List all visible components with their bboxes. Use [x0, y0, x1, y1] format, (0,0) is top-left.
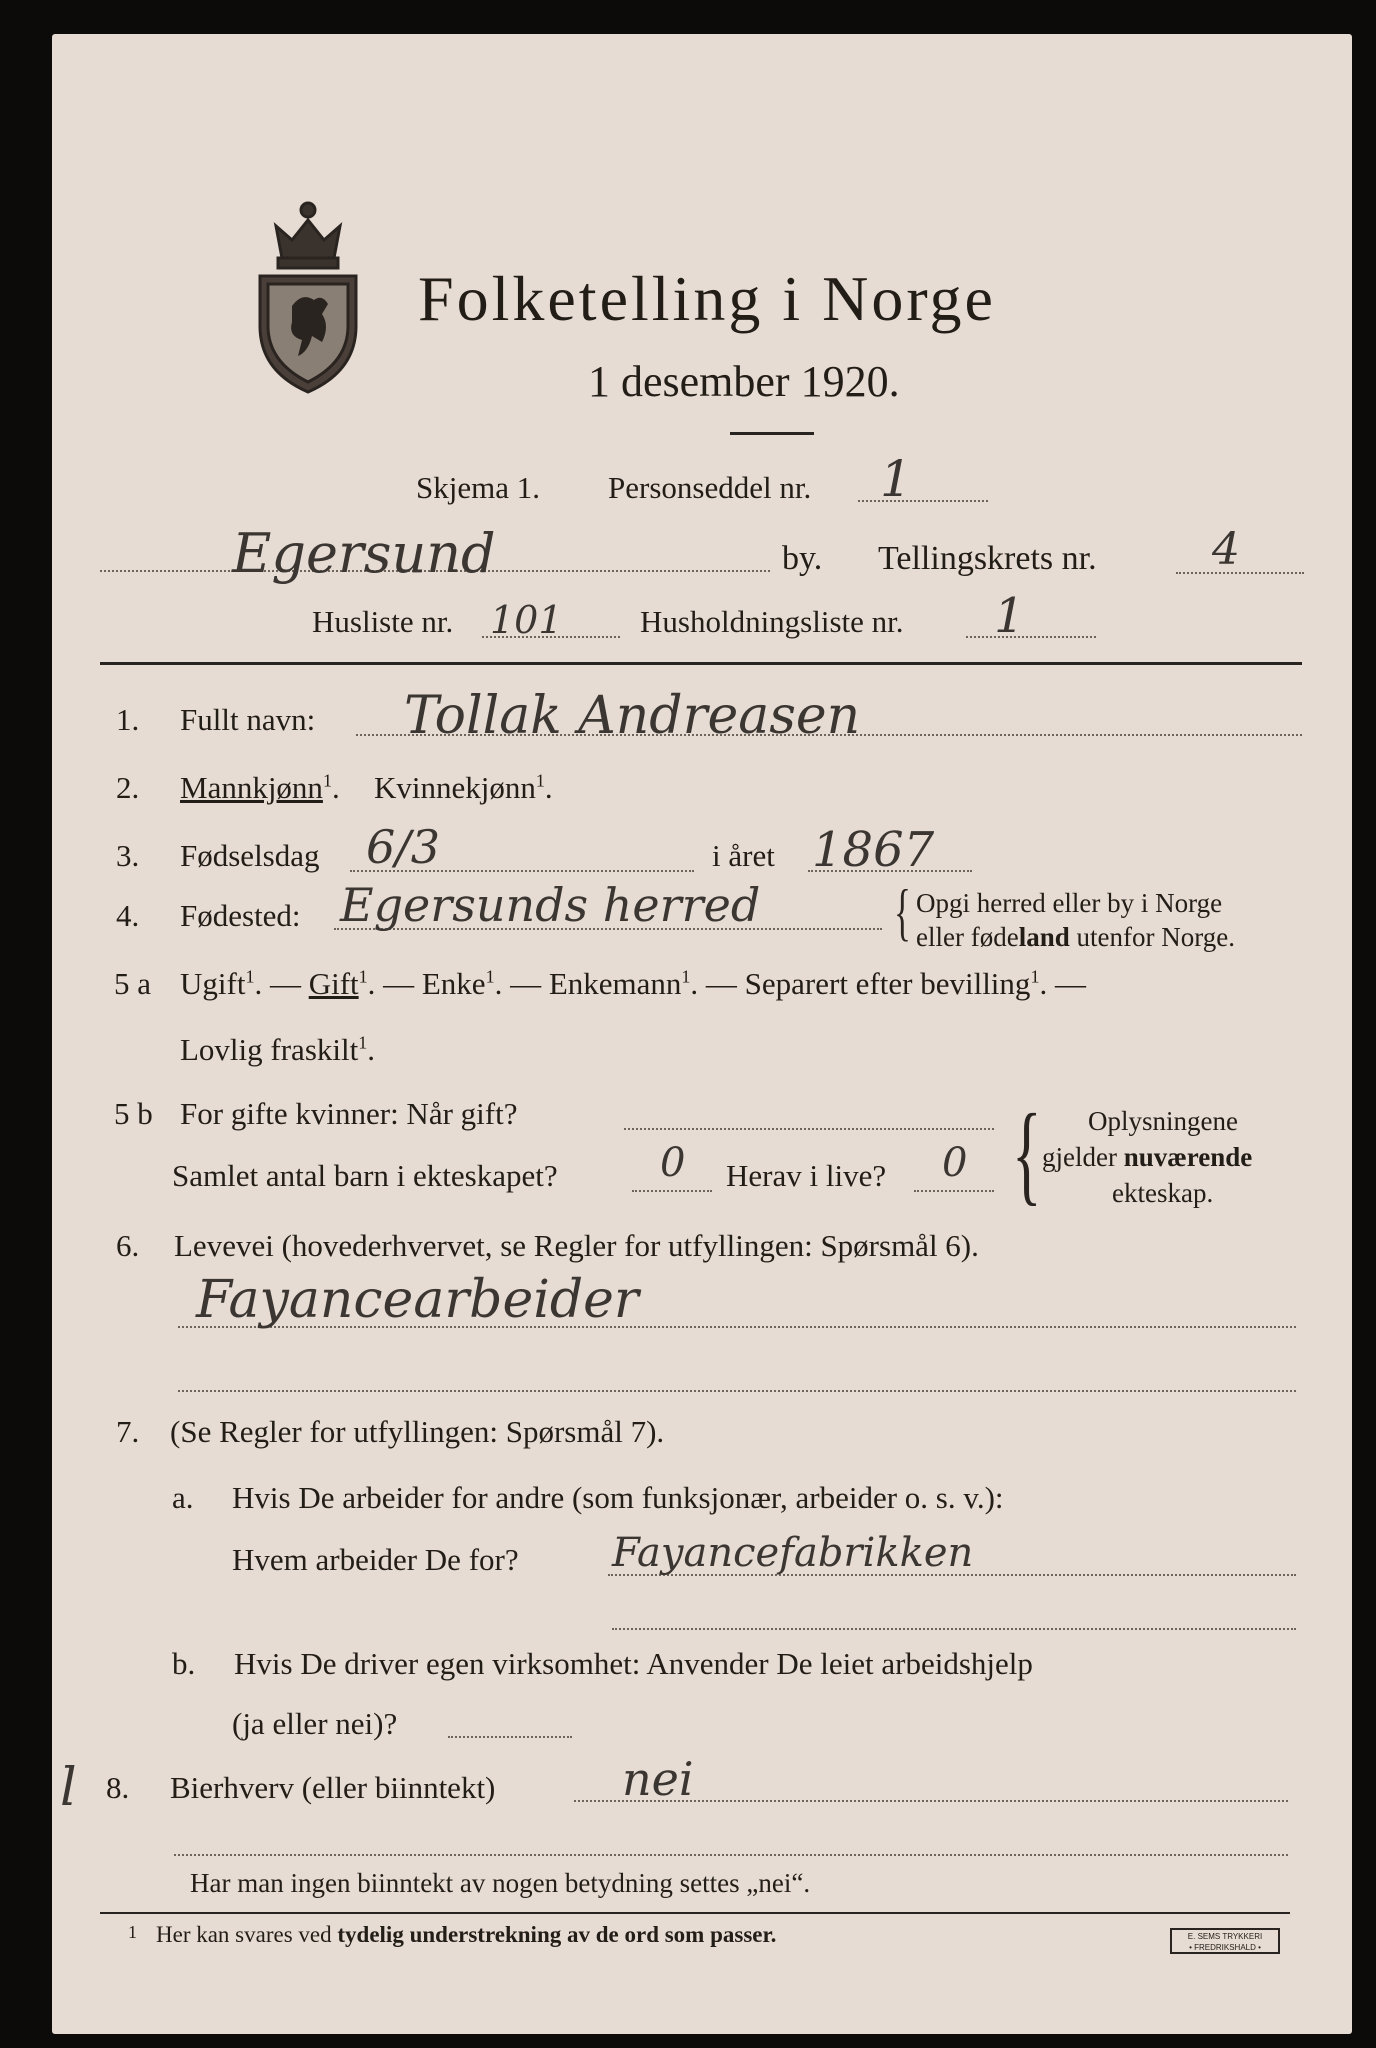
q5a-separert-sup: 1: [1030, 966, 1040, 987]
q5b-alive-label: Herav i live?: [726, 1158, 887, 1193]
personseddel-label: Personseddel nr.: [608, 470, 812, 505]
personseddel-line: [858, 500, 988, 502]
husliste-label: Husliste nr.: [312, 604, 454, 639]
title-divider: [730, 432, 814, 435]
q4-note-line2: [916, 922, 1235, 953]
q7b-line: [448, 1736, 572, 1738]
husliste-value[interactable]: 101: [490, 598, 563, 642]
q2-female-sup: 1: [535, 770, 545, 791]
q6-line-2: [178, 1390, 1296, 1392]
footnote-text-a: Her kan svares ved: [156, 1922, 338, 1947]
q7b-question: (ja eller nei)?: [232, 1706, 398, 1741]
husholdning-label: Husholdningsliste nr.: [640, 604, 904, 639]
q3-birth-year[interactable]: 1867: [812, 822, 935, 878]
q2-number: 2.: [116, 770, 140, 805]
printer-mark-line1: E. SEMS TRYKKERI: [1187, 1932, 1263, 1941]
q5a-separert[interactable]: Separert efter bevilling$^1$.: [744, 966, 1048, 1001]
q5b-married-when-line: [624, 1128, 994, 1130]
q5b-note-2a: gjelder: [1042, 1142, 1124, 1172]
footnote-number: 1: [128, 1922, 137, 1942]
q7-number: 7.: [116, 1414, 140, 1449]
tellingskrets-label: Tellingskrets nr.: [878, 540, 1097, 577]
q5a-ugift[interactable]: Ugift$^1$.: [180, 966, 263, 1001]
footnote-divider: [100, 1912, 1290, 1914]
q5b-note-line3: ekteskap.: [1112, 1178, 1214, 1208]
q5a-enkemann-label: Enkemann: [548, 966, 682, 1001]
q5a-lovlig-label: Lovlig fraskilt: [180, 1032, 359, 1067]
tellingskrets-line: [1176, 572, 1304, 574]
q8-side-income[interactable]: nei: [622, 1752, 694, 1806]
q2-female-end: .: [544, 770, 553, 805]
q4-note-line1: Opgi herred eller by i Norge: [916, 888, 1223, 918]
q4-note-2c: utenfor Norge.: [1069, 922, 1235, 952]
q4-note-2a: eller føde: [916, 922, 1019, 952]
q5a-ugift-sup: 1: [245, 966, 255, 987]
by-value[interactable]: Egersund: [232, 522, 496, 585]
q5b-alive-value[interactable]: 0: [942, 1140, 968, 1186]
q6-number: 6.: [116, 1228, 140, 1263]
q8-line-2: [174, 1854, 1288, 1856]
q2-female-label: Kvinnekjønn: [374, 770, 536, 805]
q5b-number: 5 b: [114, 1096, 153, 1131]
q3-number: 3.: [116, 838, 140, 873]
q2-option-male[interactable]: [180, 770, 340, 806]
q7-label: (Se Regler for utfyllingen: Spørsmål 7).: [170, 1414, 665, 1449]
q5b-children-value[interactable]: 0: [660, 1140, 686, 1186]
q5b-married-when-label: For gifte kvinner: Når gift?: [180, 1096, 518, 1131]
q8-margin-mark: l: [60, 1758, 77, 1818]
q5a-number: 5 a: [114, 966, 152, 1001]
personseddel-value[interactable]: 1: [880, 450, 912, 508]
q5a-enkemann-sup: 1: [681, 966, 691, 987]
q4-number: 4.: [116, 898, 140, 933]
q5a-dash-4: —: [705, 966, 737, 1001]
q5a-enke[interactable]: Enke$^1$.: [421, 966, 503, 1001]
footnote-text-b: tydelig understrekning av de ord som passer.: [337, 1922, 777, 1947]
header-divider: [100, 662, 1302, 665]
form-date: 1 desember 1920.: [588, 357, 900, 406]
by-label: by.: [782, 540, 823, 577]
q5a-options: [180, 966, 1086, 1002]
schema-label: Skjema 1.: [416, 470, 540, 505]
q7a-line-2: [612, 1628, 1296, 1630]
printer-mark-line2: • FREDRIKSHALD •: [1189, 1943, 1261, 1952]
q5b-note-line2: [1042, 1142, 1252, 1173]
q3-label: Fødselsdag: [180, 838, 320, 873]
q5a-dash-3: —: [510, 966, 542, 1001]
q8-note: Har man ingen biinntekt av nogen betydning settes „nei“.: [190, 1868, 811, 1898]
q8-label: Bierhverv (eller biinntekt): [170, 1770, 496, 1805]
q5a-separert-label: Separert efter bevilling: [744, 966, 1031, 1001]
q5a-lovlig-sup: 1: [358, 1032, 368, 1053]
q5a-ugift-label: Ugift: [180, 966, 246, 1001]
q7a-question: Hvem arbeider De for?: [232, 1542, 519, 1577]
q7b-text: Hvis De driver egen virksomhet: Anvender De leiet arbeidshjelp: [234, 1646, 1033, 1681]
q6-label: Levevei (hovederhvervet, se Regler for utfyllingen: Spørsmål 6).: [174, 1228, 979, 1263]
q7a-letter: a.: [172, 1480, 194, 1515]
q1-label: Fullt navn:: [180, 702, 316, 737]
q7a-text: Hvis De arbeider for andre (som funksjonær, arbeider o. s. v.):: [232, 1480, 1004, 1515]
q5a-gift[interactable]: Gift$^1$.: [308, 966, 376, 1001]
form-title: Folketelling i Norge: [418, 263, 996, 334]
q5b-note-brace: {: [1012, 1092, 1042, 1216]
q5a-enke-sup: 1: [485, 966, 495, 987]
q5b-children-label: Samlet antal barn i ekteskapet?: [172, 1158, 558, 1193]
q5a-dash-1: —: [269, 966, 301, 1001]
q4-birthplace[interactable]: Egersunds herred: [340, 878, 761, 932]
q2-male-sup: 1: [322, 770, 332, 791]
printer-mark: [1170, 1928, 1280, 1954]
q3-birth-day[interactable]: 6/3: [366, 820, 441, 874]
q4-label: Fødested:: [180, 898, 301, 933]
q5a-dash-5: —: [1054, 966, 1086, 1001]
husholdning-line: [966, 636, 1096, 638]
q1-number: 1.: [116, 702, 140, 737]
q5a-dash-2: —: [383, 966, 415, 1001]
q3-year-label: i året: [712, 838, 775, 873]
q5a-enkemann[interactable]: Enkemann$^1$.: [548, 966, 699, 1001]
q5b-alive-line: [914, 1190, 994, 1192]
q4-note-2b: land: [1018, 922, 1070, 952]
q5a-gift-sup: 1: [358, 966, 368, 987]
q7b-letter: b.: [172, 1646, 196, 1681]
norwegian-coat-of-arms-icon: [252, 196, 364, 394]
q5a-lovlig[interactable]: Lovlig fraskilt$^1$.: [180, 1032, 375, 1067]
q6-occupation[interactable]: Fayancearbeider: [196, 1270, 639, 1330]
q5a-gift-label: Gift: [308, 966, 359, 1001]
q5b-children-line: [632, 1190, 712, 1192]
q7a-employer[interactable]: Fayancefabrikken: [612, 1530, 974, 1576]
husholdning-value[interactable]: 1: [994, 588, 1025, 644]
q2-option-female[interactable]: [374, 770, 553, 806]
q8-number: 8.: [106, 1770, 130, 1805]
q1-full-name[interactable]: Tollak Andreasen: [404, 686, 861, 746]
q4-note-brace: {: [894, 876, 911, 947]
tellingskrets-value[interactable]: 4: [1212, 524, 1240, 575]
q2-male-end: .: [331, 770, 340, 805]
q5a-enke-label: Enke: [421, 966, 486, 1001]
q5b-note-2b: nuværende: [1123, 1142, 1253, 1172]
footnote-text: [156, 1922, 776, 1948]
q5b-note-line1: Oplysningene: [1088, 1106, 1238, 1136]
q2-male-label: Mannkjønn: [180, 770, 323, 805]
